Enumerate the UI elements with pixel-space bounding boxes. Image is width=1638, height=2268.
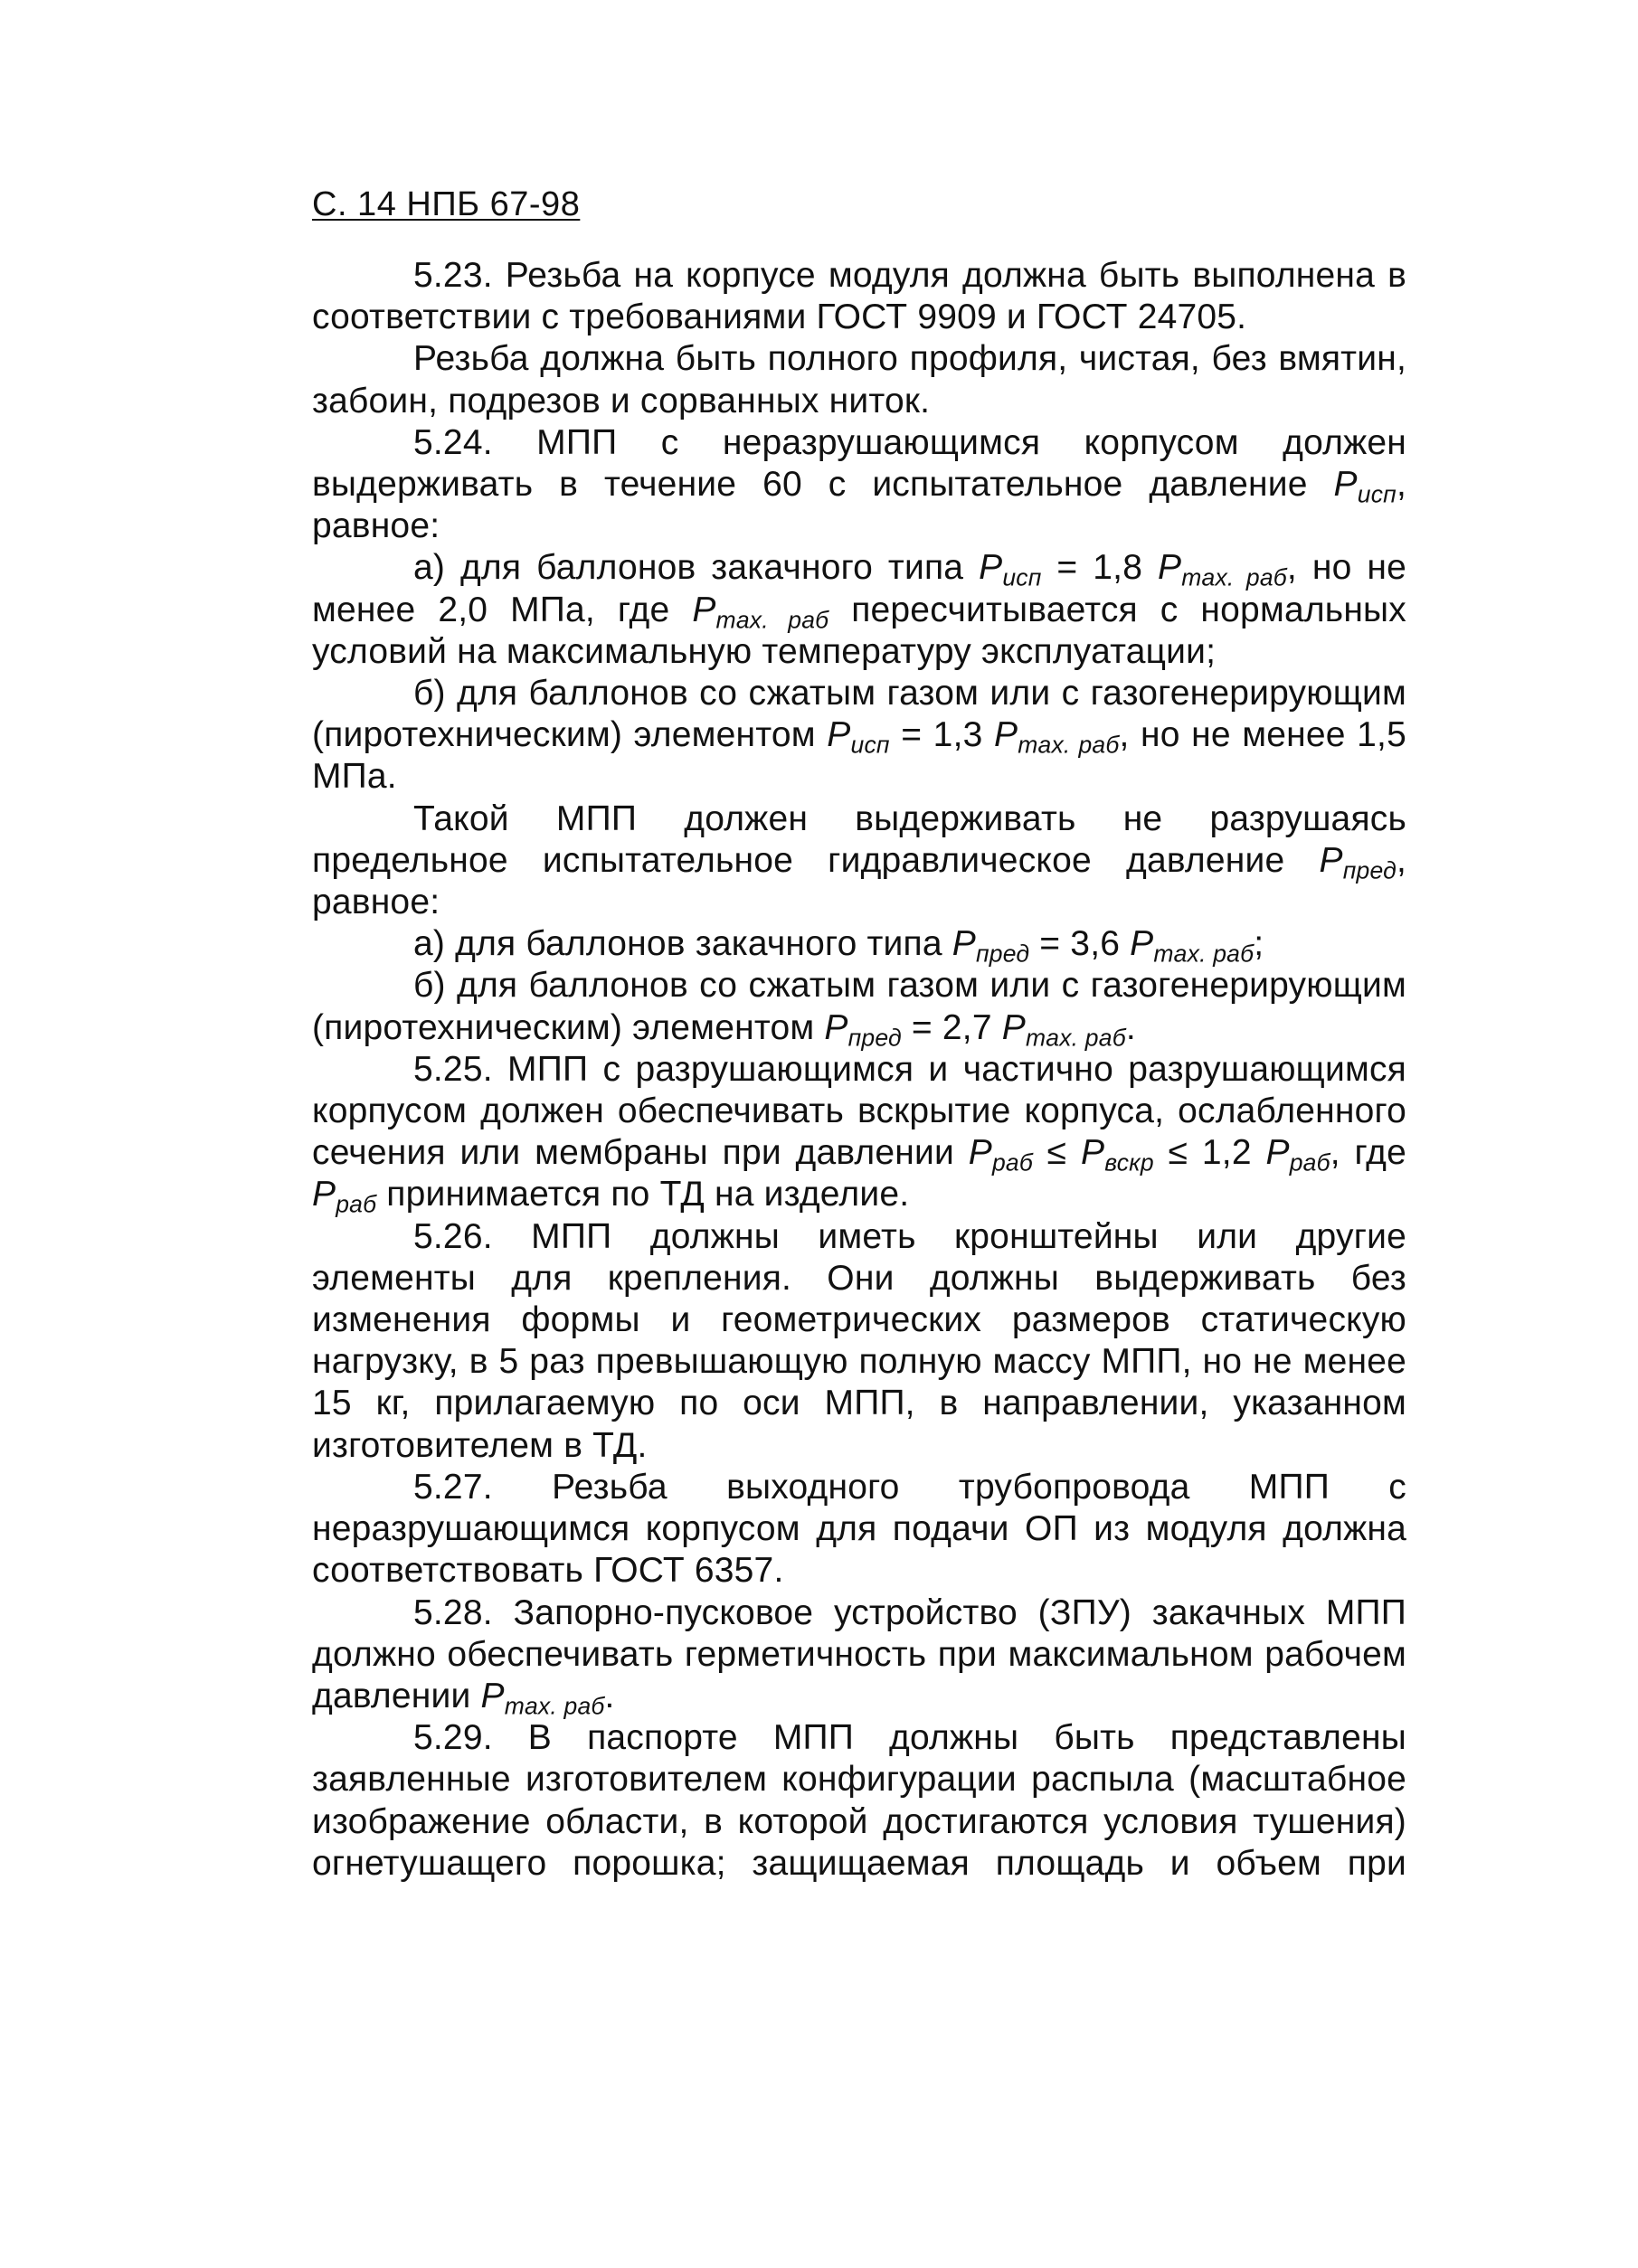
pressure-symbol: P xyxy=(1130,924,1154,964)
pressure-symbol: P xyxy=(1158,548,1182,588)
pressure-symbol: P xyxy=(692,590,716,629)
paragraph-text: , где xyxy=(1330,1133,1406,1173)
paragraph-5-23: 5.23. Резьба на корпусе модуля должна быть выполнена в соответствии с требованиями ГОСТ 9909 и ГОСТ 24705. xyxy=(312,256,1406,337)
pressure-subscript: max. раб xyxy=(1018,731,1120,759)
pressure-subscript: max. раб xyxy=(715,606,829,634)
paragraph-5-24-a xyxy=(312,547,1406,673)
paragraph-text: . xyxy=(1125,1007,1136,1047)
pressure-symbol: P xyxy=(312,1175,336,1214)
paragraph-text: а) для баллонов закачного типа xyxy=(413,924,952,964)
pressure-subscript: вскр xyxy=(1104,1148,1154,1177)
pressure-subscript: раб xyxy=(991,1148,1033,1177)
paragraph-text: 5.24. МПП с неразрушающимся корпусом должен выдерживать в течение 60 с испытательное давление xyxy=(312,422,1406,505)
paragraph-text: , равное: xyxy=(312,465,1406,546)
paragraph-text: = 1,8 xyxy=(1041,548,1158,588)
pressure-symbol: P xyxy=(480,1676,505,1715)
paragraph-5-24-limit-b xyxy=(312,965,1406,1052)
paragraph-text: принимается по ТД на изделие. xyxy=(376,1175,910,1214)
pressure-symbol: P xyxy=(1319,840,1343,880)
paragraph-text: = 1,3 xyxy=(889,715,994,755)
paragraph-5-24-limit-a xyxy=(312,923,1406,968)
pressure-subscript: раб xyxy=(1289,1148,1330,1177)
paragraph-5-25 xyxy=(312,1049,1406,1216)
pressure-subscript: исп xyxy=(1002,563,1042,591)
pressure-symbol: P xyxy=(952,924,977,964)
paragraph-5-28 xyxy=(312,1592,1406,1718)
paragraph-text: а) для баллонов закачного типа xyxy=(413,548,980,588)
paragraph-text: , но не менее 2,0 МПа, где xyxy=(312,548,1406,629)
paragraph-text: Такой МПП должен выдерживать не разрушаясь предельное испытательное гидравлическое давление xyxy=(312,799,1406,880)
paragraph-text: 5.28. Запорно-пусковое устройство (ЗПУ) закачных МПП должно обеспечивать герметичность при максимальном рабочем давлении xyxy=(312,1592,1406,1715)
paragraph-5-24 xyxy=(312,422,1406,548)
pressure-subscript: max. раб xyxy=(1153,940,1255,968)
pressure-subscript: раб xyxy=(336,1190,377,1218)
paragraph-5-29: 5.29. В паспорте МПП должны быть представлены заявленные изготовителем конфигурации распыла (масштабное изображение области, в которой достигаются условия тушения) огнетушащего порошка; защищаемая площадь и объем при xyxy=(312,1718,1406,1883)
pressure-symbol: P xyxy=(1001,1007,1026,1047)
paragraph-text: , равное: xyxy=(312,840,1406,922)
paragraph-text: . xyxy=(604,1676,615,1715)
pressure-symbol: P xyxy=(1333,465,1358,505)
paragraph-text: пересчитывается с нормальных условий на максимальную температуру эксплуатации; xyxy=(312,590,1406,671)
pressure-symbol: P xyxy=(1265,1133,1290,1173)
pressure-symbol: P xyxy=(993,715,1018,755)
pressure-subscript: max. раб xyxy=(1025,1024,1126,1052)
pressure-subscript: max. раб xyxy=(1181,563,1287,591)
paragraph-text: ≤ 1,2 xyxy=(1153,1133,1266,1173)
document-body xyxy=(312,255,1406,1885)
paragraph-text: 5.25. МПП с разрушающимся и частично разрушающимся корпусом должен обеспечивать вскрытие корпуса, ослабленного сечения или мембраны при давлении xyxy=(312,1049,1406,1173)
paragraph-text: = 3,6 xyxy=(1029,924,1131,964)
paragraph-5-27: 5.27. Резьба выходного трубопровода МПП с неразрушающимся корпусом для подачи ОП из модуля должна соответствовать ГОСТ 6357. xyxy=(312,1467,1406,1591)
pressure-symbol: P xyxy=(979,548,1003,588)
pressure-subscript: исп xyxy=(1357,480,1397,508)
paragraph-text: б) для баллонов со сжатым газом или с газогенерирующим (пиротехническим) элементом xyxy=(312,966,1406,1047)
pressure-symbol: P xyxy=(968,1133,992,1173)
paragraph-5-24-b xyxy=(312,673,1406,799)
paragraph-text: ; xyxy=(1254,924,1264,964)
paragraph-text: б) для баллонов со сжатым газом или с газогенерирующим (пиротехническим) элементом xyxy=(312,674,1406,755)
pressure-subscript: пред xyxy=(976,940,1030,968)
pressure-subscript: max. раб xyxy=(504,1692,605,1720)
page-header: С. 14 НПБ 67-98 xyxy=(312,185,581,223)
pressure-symbol: P xyxy=(827,715,851,755)
paragraph-text: ≤ xyxy=(1032,1133,1082,1173)
pressure-symbol: P xyxy=(824,1007,848,1047)
paragraph-5-24-limit xyxy=(312,799,1406,924)
paragraph-text: , но не менее 1,5 МПа. xyxy=(312,715,1406,797)
pressure-subscript: исп xyxy=(850,731,890,759)
pressure-subscript: пред xyxy=(1342,856,1397,884)
paragraph-text: = 2,7 xyxy=(901,1007,1002,1047)
pressure-subscript: пред xyxy=(847,1024,902,1052)
paragraph-5-23-thread: Резьба должна быть полного профиля, чистая, без вмятин, забоин, подрезов и сорванных ниток. xyxy=(312,339,1406,421)
pressure-symbol: P xyxy=(1081,1133,1105,1173)
paragraph-5-26: 5.26. МПП должны иметь кронштейны или другие элементы для крепления. Они должны выдерживать без изменения формы и геометрических размеров статическую нагрузку, в 5 раз превышающую полную массу МПП, но не менее 15 кг, прилагаемую по оси МПП, в направлении, указанном изготовителем в ТД. xyxy=(312,1216,1406,1465)
